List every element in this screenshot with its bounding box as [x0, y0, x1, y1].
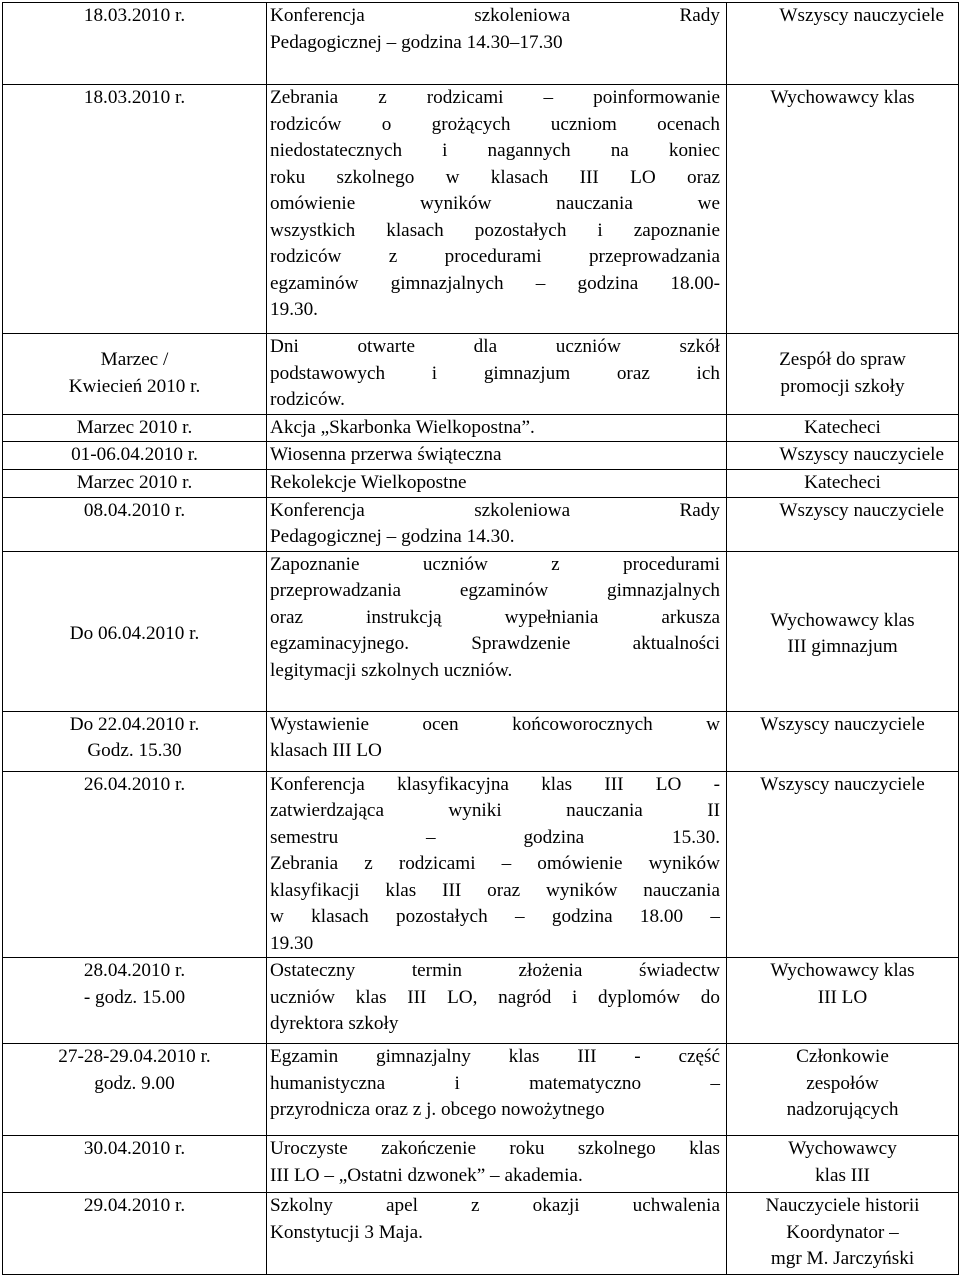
table-row: [3, 470, 959, 498]
responsible-cell-line: Wychowawcy klas: [770, 960, 915, 981]
date-cell-line: Kwiecień 2010 r.: [68, 375, 201, 397]
responsible-cell-line: klas III: [815, 1164, 870, 1186]
date-cell: [3, 470, 267, 498]
date-cell-line: 26.04.2010 r.: [83, 773, 186, 795]
event-cell-line: klasach III LO: [270, 740, 382, 761]
event-cell-line: semestru – godzina 15.30.: [270, 826, 720, 848]
event-cell-line: Wystawienie ocen końcoworocznych w: [270, 713, 720, 735]
event-cell-line: Konstytucji 3 Maja.: [270, 1221, 423, 1243]
event-cell: [267, 470, 727, 498]
event-cell-line: podstawowych i gimnazjum oraz ich: [270, 362, 720, 384]
responsible-cell-line: nadzorujących: [786, 1099, 899, 1120]
date-cell-line: 08.04.2010 r.: [83, 499, 186, 521]
date-cell-line: Marzec 2010 r.: [76, 416, 193, 438]
event-cell-line: Uroczyste zakończenie roku szkolnego klas: [270, 1138, 720, 1159]
schedule-table: [2, 2, 959, 1275]
responsible-cell-line: Koordynator –: [786, 1221, 899, 1243]
responsible-cell: [727, 442, 959, 470]
event-cell: [267, 958, 727, 1044]
event-cell: [267, 1044, 727, 1136]
date-cell-line: Do 06.04.2010 r.: [69, 622, 200, 644]
responsible-cell: [727, 1136, 959, 1193]
responsible-cell-line: Wychowawcy klas: [770, 609, 915, 631]
table-row: [3, 958, 959, 1044]
table-row: [3, 551, 959, 711]
event-cell-line: niedostatecznych i nagannych na koniec: [270, 140, 720, 161]
responsible-cell: [727, 470, 959, 498]
responsible-cell-line: Wychowawcy klas: [770, 87, 915, 108]
event-cell-line: w klasach pozostałych – godzina 18.00 –: [270, 906, 720, 927]
date-cell: [3, 958, 267, 1044]
responsible-cell-line: Katecheci: [804, 472, 881, 493]
event-cell-line: Konferencja szkoleniowa Rady: [270, 5, 720, 26]
table-row: [3, 497, 959, 551]
event-cell-line: uczniów klas III LO, nagród i dyplomów do: [270, 986, 720, 1008]
event-cell-line: rodziców z procedurami przeprowadzania: [270, 246, 720, 267]
date-cell-line: Godz. 15.30: [87, 740, 182, 761]
event-cell-line: Pedagogicznej – godzina 14.30–17.30: [270, 31, 563, 53]
event-cell: [267, 771, 727, 958]
table-row: [3, 1044, 959, 1136]
date-cell: [3, 3, 267, 85]
event-cell-line: przeprowadzania egzaminów gimnazjalnych: [270, 580, 720, 601]
table-row: [3, 442, 959, 470]
responsible-cell-line: Wszyscy nauczyciele: [779, 5, 944, 26]
responsible-cell: [727, 85, 959, 334]
event-cell-line: klasyfikacji klas III oraz wyników nauczania: [270, 879, 720, 901]
event-cell: [267, 85, 727, 334]
event-cell-line: Wiosenna przerwa świąteczna: [270, 444, 502, 465]
responsible-cell: [727, 1193, 959, 1275]
table-row: [3, 1136, 959, 1193]
date-cell-line: 27-28-29.04.2010 r.: [58, 1046, 211, 1067]
date-cell-line: - godz. 15.00: [83, 986, 186, 1008]
date-cell: [3, 771, 267, 958]
responsible-cell: [727, 711, 959, 771]
responsible-cell-line: Nauczyciele historii: [765, 1195, 920, 1216]
date-cell: [3, 1044, 267, 1136]
date-cell: [3, 85, 267, 334]
date-cell-line: Marzec 2010 r.: [76, 472, 193, 493]
responsible-cell: [727, 497, 959, 551]
date-cell-line: Do 22.04.2010 r.: [69, 713, 200, 735]
responsible-cell-line: zespołów: [806, 1072, 879, 1094]
event-cell: [267, 711, 727, 771]
event-cell-line: zatwierdzająca wyniki nauczania II: [270, 800, 720, 821]
event-cell-line: Zebrania z rodzicami – omówienie wyników: [270, 853, 720, 874]
event-cell: [267, 414, 727, 442]
event-cell-line: Szkolny apel z okazji uchwalenia: [270, 1195, 720, 1216]
date-cell: [3, 711, 267, 771]
date-cell-line: 28.04.2010 r.: [83, 960, 186, 981]
date-cell-line: 18.03.2010 r.: [83, 5, 186, 26]
date-cell: [3, 1193, 267, 1275]
event-cell-line: 19.30: [270, 932, 314, 954]
date-cell: [3, 551, 267, 711]
responsible-cell-line: Wychowawcy: [788, 1138, 897, 1159]
date-cell: [3, 497, 267, 551]
date-cell-line: 29.04.2010 r.: [83, 1195, 186, 1216]
date-cell: [3, 414, 267, 442]
event-cell-line: Egzamin gimnazjalny klas III - część: [270, 1046, 720, 1067]
event-cell-line: rodziców o grożących uczniom ocenach: [270, 113, 720, 135]
responsible-cell-line: III LO: [817, 986, 868, 1008]
table-row: [3, 334, 959, 415]
event-cell: [267, 3, 727, 85]
date-cell: [3, 1136, 267, 1193]
table-row: [3, 711, 959, 771]
event-cell-line: egzaminów gimnazjalnych – godzina 18.00-: [270, 272, 720, 294]
event-cell-line: 19.30.: [270, 299, 318, 320]
event-cell-line: Pedagogicznej – godzina 14.30.: [270, 526, 515, 547]
date-cell-line: godz. 9.00: [94, 1072, 175, 1094]
responsible-cell: [727, 1044, 959, 1136]
event-cell: [267, 1193, 727, 1275]
event-cell-line: Akcja „Skarbonka Wielkopostna”.: [270, 416, 535, 438]
event-cell-line: egzaminacyjnego. Sprawdzenie aktualności: [270, 633, 720, 654]
responsible-cell-line: III gimnazjum: [787, 636, 898, 657]
event-cell-line: przyrodnicza oraz z j. obcego nowożytnego: [270, 1099, 605, 1120]
event-cell-line: Ostateczny termin złożenia świadectw: [270, 960, 720, 981]
event-cell-line: rodziców.: [270, 389, 345, 410]
responsible-cell: [727, 334, 959, 415]
responsible-cell: [727, 958, 959, 1044]
event-cell-line: roku szkolnego w klasach III LO oraz: [270, 166, 720, 188]
event-cell-line: Zapoznanie uczniów z procedurami: [270, 553, 720, 575]
event-cell: [267, 1136, 727, 1193]
responsible-cell: [727, 771, 959, 958]
event-cell-line: dyrektora szkoły: [270, 1013, 399, 1034]
table-row: [3, 1193, 959, 1275]
date-cell: [3, 334, 267, 415]
table-row: [3, 85, 959, 334]
date-cell: [3, 442, 267, 470]
event-cell-line: Rekolekcje Wielkopostne: [270, 472, 467, 493]
event-cell: [267, 497, 727, 551]
responsible-cell-line: Wszyscy nauczyciele: [760, 773, 925, 795]
responsible-cell-line: Wszyscy nauczyciele: [760, 713, 925, 735]
event-cell: [267, 334, 727, 415]
event-cell-line: III LO – „Ostatni dzwonek” – akademia.: [270, 1164, 583, 1186]
responsible-cell-line: Wszyscy nauczyciele: [779, 499, 944, 521]
event-cell-line: omówienie wyników nauczania we: [270, 193, 720, 214]
responsible-cell-line: Wszyscy nauczyciele: [779, 444, 944, 465]
responsible-cell-line: promocji szkoły: [780, 375, 905, 397]
responsible-cell: [727, 414, 959, 442]
event-cell-line: Zebrania z rodzicami – poinformowanie: [270, 87, 720, 108]
event-cell-line: legitymacji szkolnych uczniów.: [270, 659, 513, 681]
event-cell: [267, 551, 727, 711]
table-row: [3, 414, 959, 442]
responsible-cell-line: Zespół do spraw: [779, 349, 906, 371]
event-cell: [267, 442, 727, 470]
event-cell-line: Dni otwarte dla uczniów szkół: [270, 336, 720, 357]
event-cell-line: oraz instrukcją wypełniania arkusza: [270, 606, 720, 628]
responsible-cell-line: mgr M. Jarczyński: [770, 1248, 915, 1269]
schedule-body: [3, 3, 959, 1275]
date-cell-line: Marzec /: [100, 349, 169, 371]
responsible-cell-line: Katecheci: [804, 416, 881, 438]
responsible-cell: [727, 551, 959, 711]
responsible-cell: [727, 3, 959, 85]
event-cell-line: Konferencja szkoleniowa Rady: [270, 499, 720, 521]
responsible-cell-line: Członkowie: [796, 1046, 889, 1067]
table-row: [3, 771, 959, 958]
date-cell-line: 01-06.04.2010 r.: [71, 444, 198, 465]
event-cell-line: Konferencja klasyfikacyjna klas III LO -: [270, 773, 720, 795]
event-cell-line: humanistyczna i matematyczno –: [270, 1072, 720, 1094]
date-cell-line: 30.04.2010 r.: [83, 1138, 186, 1159]
event-cell-line: wszystkich klasach pozostałych i zapoznanie: [270, 219, 720, 241]
table-row: [3, 3, 959, 85]
date-cell-line: 18.03.2010 r.: [83, 87, 186, 108]
